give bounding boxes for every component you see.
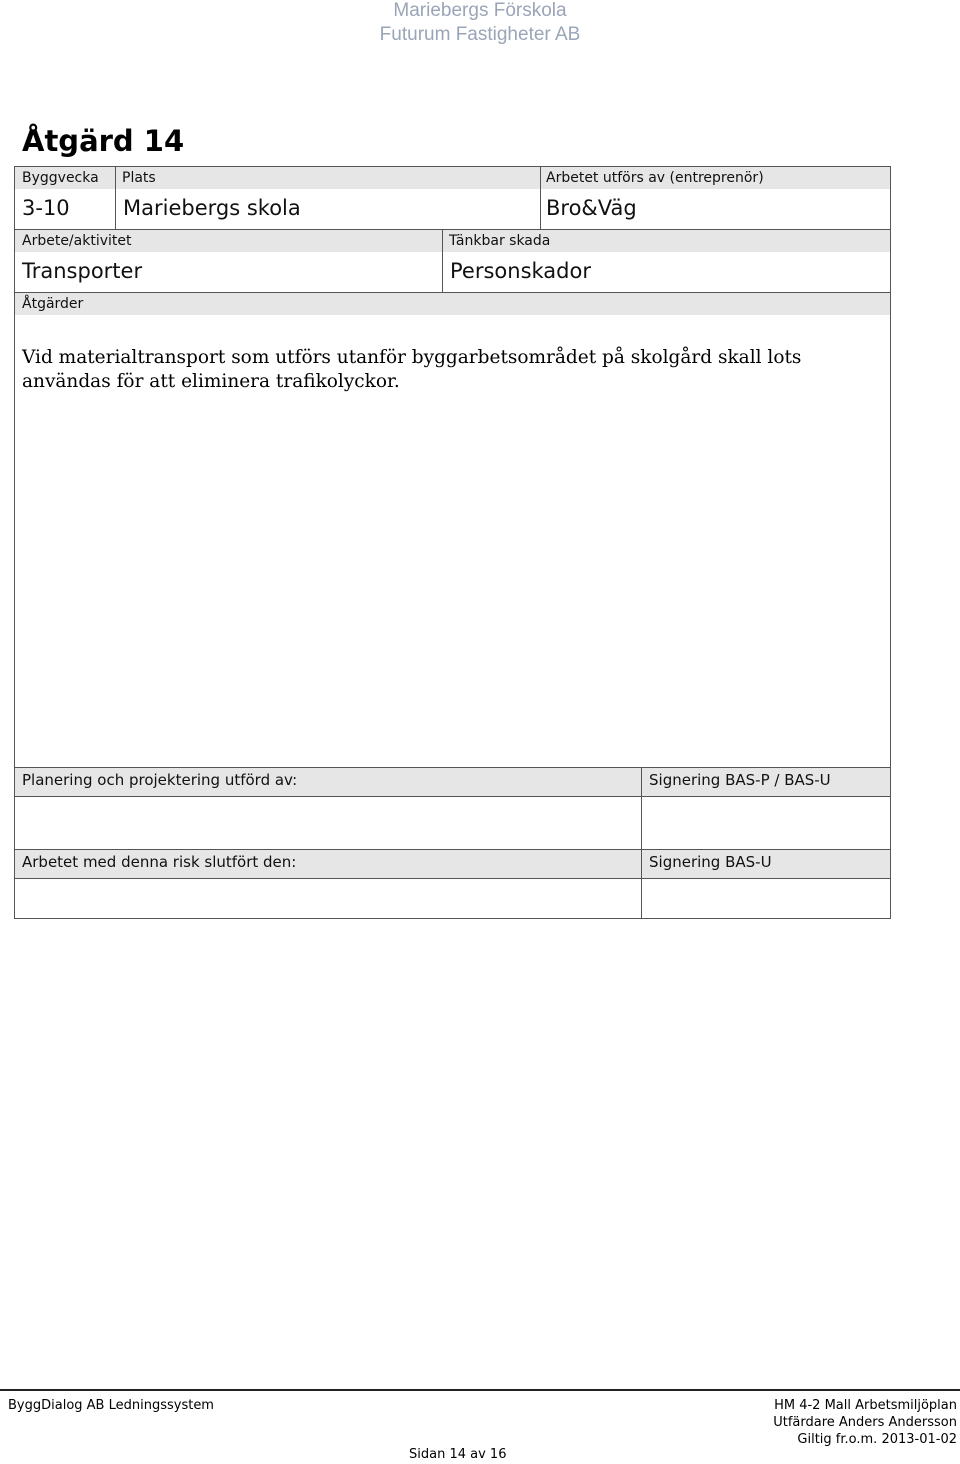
signering-basu-field[interactable] bbox=[642, 879, 890, 918]
header-company: Mariebergs Förskola bbox=[393, 0, 567, 21]
planering-field[interactable] bbox=[15, 797, 641, 849]
footer-right-2: Utfärdare Anders Andersson bbox=[773, 1415, 957, 1430]
signering-basp-label: Signering BAS-P / BAS-U bbox=[642, 768, 890, 796]
row1-divider-a bbox=[115, 167, 116, 229]
byggvecka-label: Byggvecka bbox=[15, 167, 115, 189]
byggvecka-value: 3-10 bbox=[22, 196, 70, 220]
plats-label: Plats bbox=[116, 167, 540, 189]
aktivitet-label: Arbete/aktivitet bbox=[15, 230, 442, 252]
signoff-divider bbox=[641, 768, 642, 918]
footer-right-3: Giltig fr.o.m. 2013-01-02 bbox=[797, 1432, 957, 1447]
signering-basp-field[interactable] bbox=[642, 797, 890, 849]
atgarder-label: Åtgärder bbox=[15, 293, 890, 315]
row2-divider bbox=[442, 230, 443, 293]
slutfort-field[interactable] bbox=[15, 879, 641, 918]
form-frame bbox=[14, 166, 891, 768]
footer-left: ByggDialog AB Ledningssystem bbox=[8, 1398, 214, 1413]
signering-basu-label: Signering BAS-U bbox=[642, 850, 890, 878]
aktivitet-value: Transporter bbox=[22, 259, 143, 283]
skada-value: Personskador bbox=[450, 259, 591, 283]
footer-right-1: HM 4-2 Mall Arbetsmiljöplan bbox=[774, 1398, 957, 1413]
plats-value: Mariebergs skola bbox=[123, 196, 301, 220]
planering-label: Planering och projektering utförd av: bbox=[15, 768, 641, 796]
slutfort-label: Arbetet med denna risk slutfört den: bbox=[15, 850, 641, 878]
atgarder-text: Vid materialtransport som utförs utanför byggarbetsområdet på skolgård skall lots användas för att eliminera trafikolyckor. bbox=[22, 347, 802, 392]
skada-label: Tänkbar skada bbox=[443, 230, 890, 252]
entreprenor-label: Arbetet utförs av (entreprenör) bbox=[541, 167, 890, 189]
page-title: Åtgärd 14 bbox=[22, 124, 185, 158]
row1-divider-b bbox=[540, 167, 541, 229]
page-number: Sidan 14 av 16 bbox=[409, 1447, 507, 1462]
entreprenor-value: Bro&Väg bbox=[546, 196, 637, 220]
footer-rule bbox=[0, 1389, 960, 1391]
header-client: Futurum Fastigheter AB bbox=[379, 24, 581, 45]
